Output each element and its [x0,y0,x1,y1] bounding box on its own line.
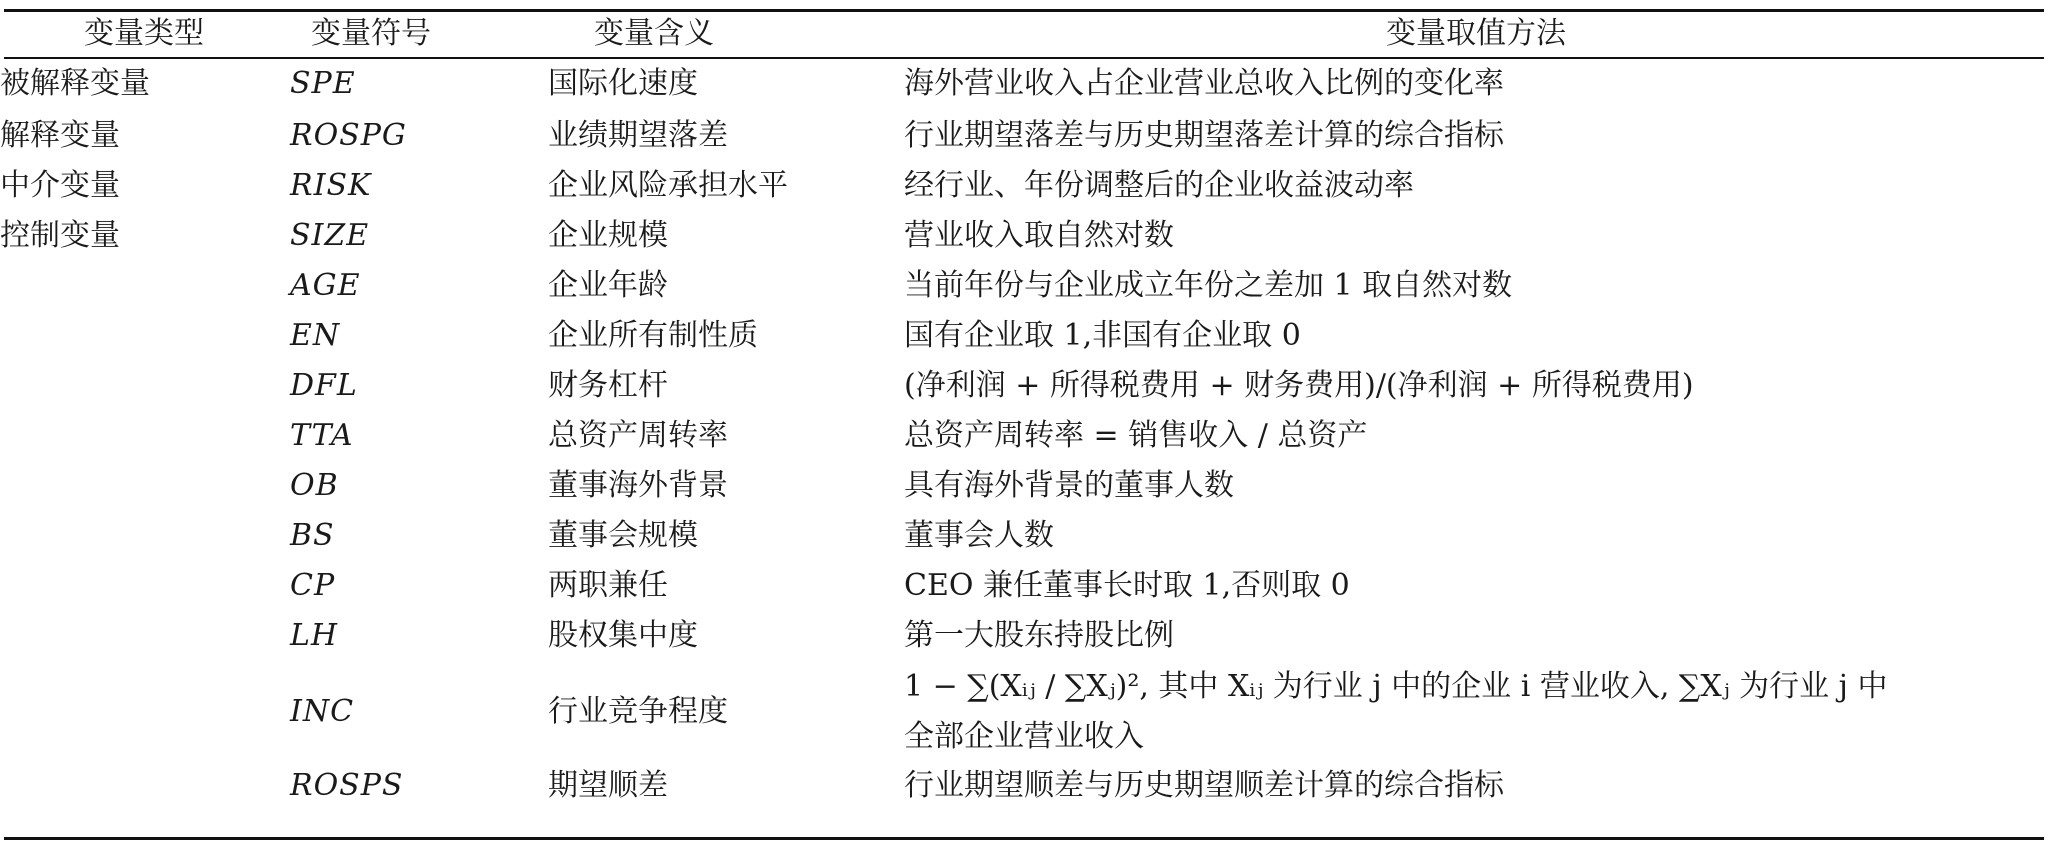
cell-meaning: 企业年龄 [548,267,668,303]
cell-symbol: TTA [290,417,354,453]
cell-meaning: 股权集中度 [548,617,698,653]
cell-type [0,511,290,561]
table-row [0,111,2048,161]
cell-symbol: BS [290,517,335,553]
cell-method: (净利润 + 所得税费用 + 财务费用)/(净利润 + 所得税费用) [904,367,1694,403]
cell-type [0,611,290,661]
method-formula-continuation: 全部企业营业收入 [904,719,1144,754]
header-variable-method: 变量取值方法 [1386,16,1566,52]
table-row [0,161,2048,211]
cell-type [0,561,290,611]
cell-symbol: RISK [290,167,372,203]
cell-meaning: 董事会规模 [548,517,698,553]
cell-method: CEO 兼任董事长时取 1,否则取 0 [904,567,1350,603]
table-row [0,361,2048,411]
cell-type: 被解释变量 [0,65,150,101]
cell-symbol: ROSPS [290,767,404,803]
table-row [0,561,2048,611]
cell-symbol: LH [290,617,339,653]
table-row [0,261,2048,311]
cell-method: 经行业、年份调整后的企业收益波动率 [904,167,1414,203]
cell-meaning: 两职兼任 [548,567,668,603]
table-row [0,211,2048,261]
cell-method [904,661,2048,763]
cell-type [0,361,290,411]
cell-meaning: 业绩期望落差 [548,117,728,153]
cell-type: 控制变量 [0,217,120,253]
cell-method: 营业收入取自然对数 [904,217,1174,253]
cell-symbol: EN [290,317,341,353]
cell-meaning: 企业风险承担水平 [548,167,788,203]
cell-method: 国有企业取 1,非国有企业取 0 [904,317,1301,353]
table-row [0,57,2048,111]
cell-symbol: ROSPG [290,117,407,153]
cell-type: 中介变量 [0,167,120,203]
method-formula-line: 1 − ∑(Xᵢⱼ / ∑Xⱼ)², 其中 Xᵢⱼ 为行业 j 中的企业 i 营业收入, ∑Xⱼ 为行业 j 中 [904,669,1888,704]
table-row [0,511,2048,561]
cell-symbol: AGE [290,267,361,303]
cell-symbol: OB [290,467,339,503]
cell-meaning: 国际化速度 [548,65,698,101]
cell-type [0,763,290,809]
cell-symbol: DFL [290,367,358,403]
variable-definition-table [0,12,2048,809]
cell-type [0,461,290,511]
table-row [0,661,2048,763]
cell-meaning: 企业所有制性质 [548,317,758,353]
cell-type [0,261,290,311]
cell-method: 行业期望落差与历史期望落差计算的综合指标 [904,117,1504,153]
table-row [0,311,2048,361]
table-bottom-rule [4,837,2044,840]
cell-symbol: CP [290,567,336,603]
cell-method: 具有海外背景的董事人数 [904,467,1234,503]
header-variable-type: 变量类型 [84,16,204,52]
cell-type [0,661,290,763]
cell-meaning: 企业规模 [548,217,668,253]
cell-type [0,411,290,461]
cell-symbol: SIZE [290,217,370,253]
cell-method: 总资产周转率 = 销售收入 / 总资产 [904,417,1368,453]
cell-method: 董事会人数 [904,517,1054,553]
cell-meaning: 董事海外背景 [548,467,728,503]
cell-meaning: 总资产周转率 [548,417,728,453]
cell-method: 海外营业收入占企业营业总收入比例的变化率 [904,65,1504,101]
table-row [0,611,2048,661]
cell-meaning: 行业竞争程度 [548,693,728,729]
header-variable-meaning: 变量含义 [594,16,714,52]
cell-method: 当前年份与企业成立年份之差加 1 取自然对数 [904,267,1513,303]
cell-type [0,311,290,361]
table-header-row [0,12,2048,57]
cell-symbol: INC [290,693,355,729]
cell-type: 解释变量 [0,117,120,153]
cell-method: 第一大股东持股比例 [904,617,1174,653]
cell-meaning: 财务杠杆 [548,367,668,403]
cell-method: 行业期望顺差与历史期望顺差计算的综合指标 [904,767,1504,803]
table-row [0,461,2048,511]
table-row [0,763,2048,809]
table-row [0,411,2048,461]
cell-symbol: SPE [290,65,356,101]
cell-meaning: 期望顺差 [548,767,668,803]
header-variable-symbol: 变量符号 [311,16,431,52]
